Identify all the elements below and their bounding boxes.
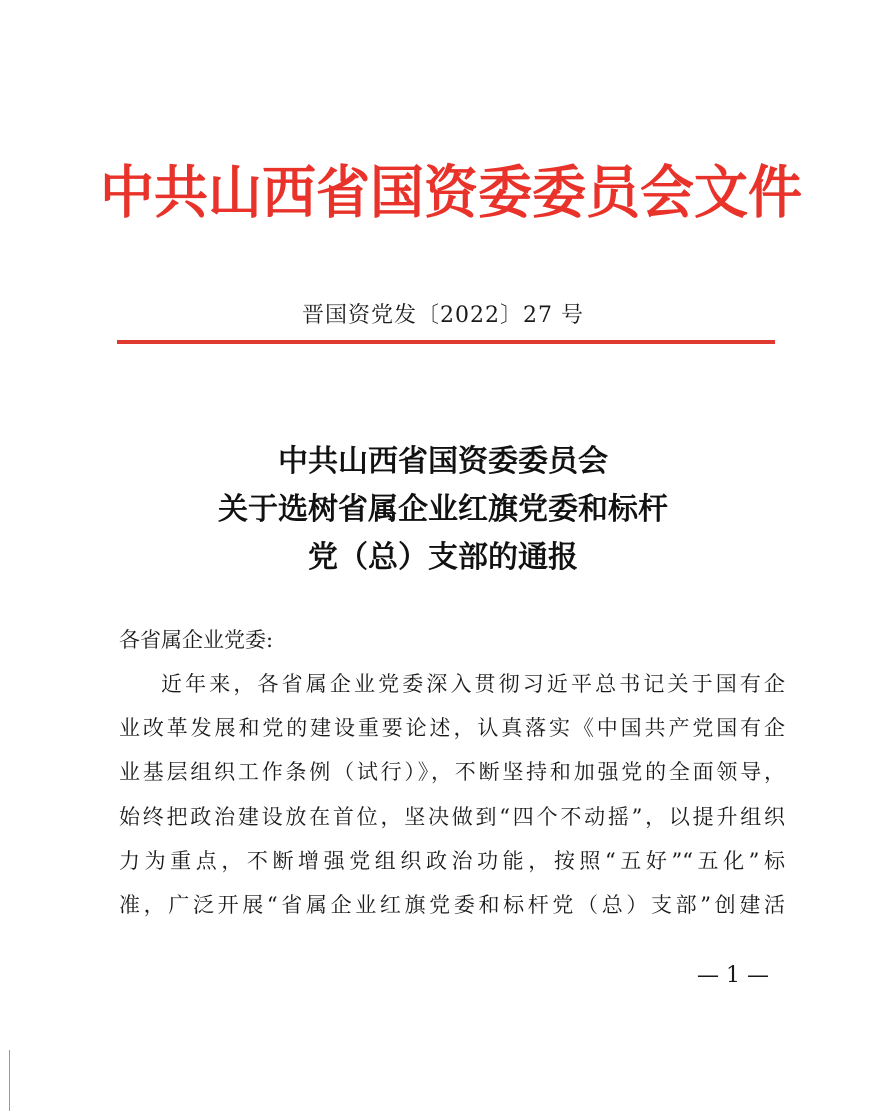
- body-line: 力为重点，不断增强党组织政治功能，按照“五好”“五化”标: [119, 848, 785, 873]
- title-line-1: 中共山西省国资委委员会: [278, 444, 608, 479]
- red-separator-line: [117, 340, 775, 344]
- body-line: 业改革发展和党的建设重要论述，认真落实《中国共产党国有企: [119, 716, 785, 741]
- masthead-title: 中共山西省国资委委员会文件: [100, 158, 802, 226]
- body-line: 准，广泛开展“省属企业红旗党委和标杆党（总）支部”创建活: [119, 893, 785, 918]
- body-line: 始终把政治建设放在首位，坚决做到“四个不动摇”，以提升组织: [119, 804, 785, 829]
- body-line: 近年来，各省属企业党委深入贯彻习近平总书记关于国有企: [161, 672, 785, 696]
- salutation: 各省属企业党委:: [119, 628, 274, 652]
- document-number: 晋国资党发〔2022〕27 号: [302, 303, 584, 328]
- page-number: — 1 —: [697, 963, 769, 988]
- notice-title: [80, 438, 806, 582]
- body-paragraph: [119, 662, 785, 927]
- title-line-3: 党（总）支部的通报: [308, 540, 578, 575]
- title-line-2: 关于选树省属企业红旗党委和标杆: [218, 492, 668, 527]
- body-line: 业基层组织工作条例（试行）》，不断坚持和加强党的全面领导，: [119, 760, 785, 785]
- scan-edge-line: [9, 1050, 10, 1111]
